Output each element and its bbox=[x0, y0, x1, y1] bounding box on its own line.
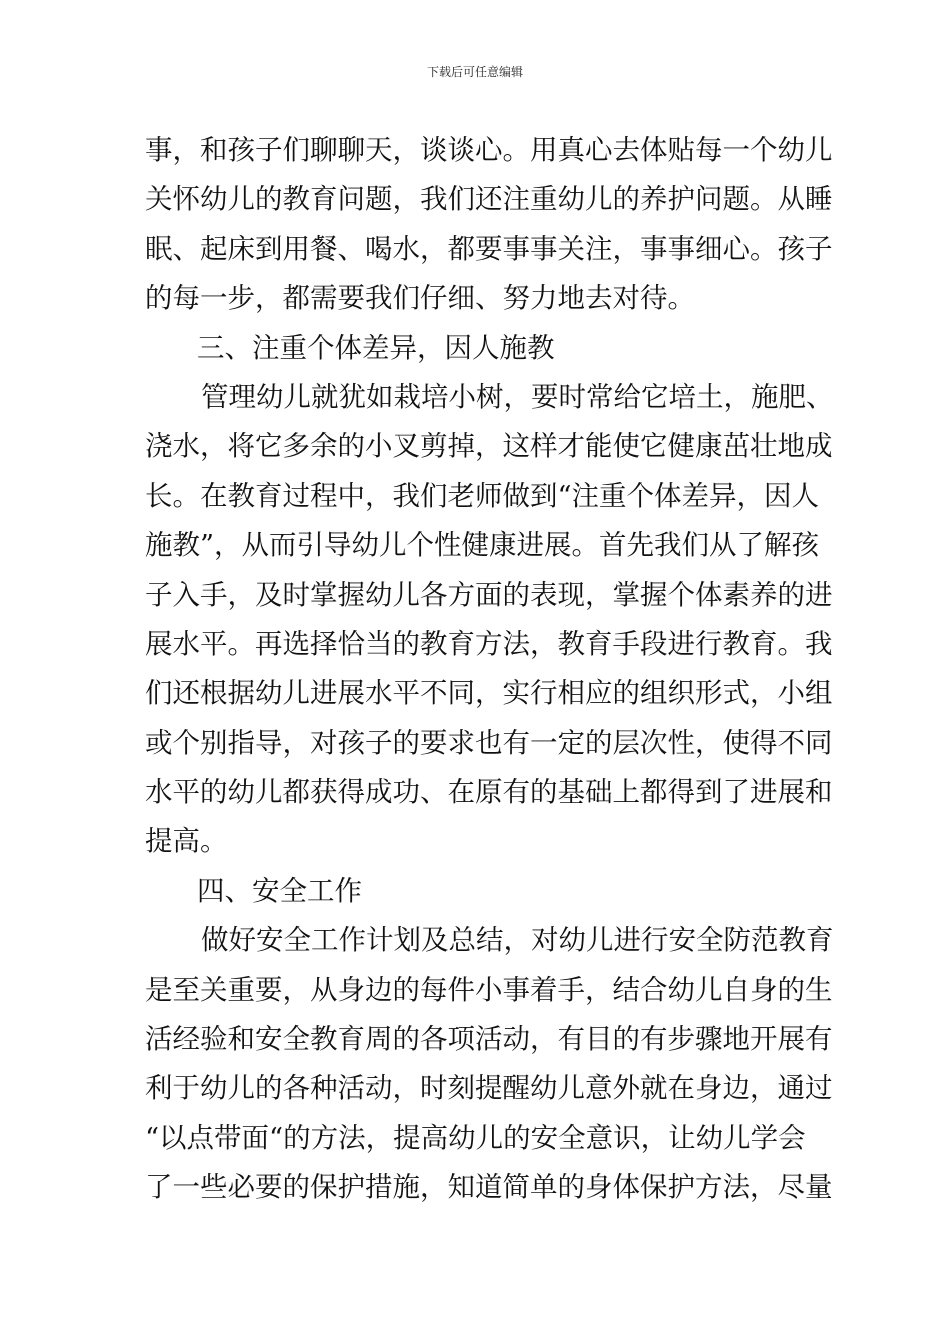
body-line: 或个别指导，对孩子的要求也有一定的层次性，使得不同 bbox=[145, 726, 833, 759]
body-line: 提高。 bbox=[145, 825, 228, 858]
body-line: 是至关重要，从身边的每件小事着手，结合幼儿自身的生 bbox=[145, 973, 833, 1006]
body-line: 利于幼儿的各种活动，时刻提醒幼儿意外就在身边，通过 bbox=[145, 1072, 833, 1105]
body-line: 做好安全工作计划及总结，对幼儿进行安全防范教育 bbox=[201, 924, 834, 957]
body-line: 子入手，及时掌握幼儿各方面的表现，掌握个体素养的进 bbox=[145, 578, 833, 611]
body-line: 关怀幼儿的教育问题，我们还注重幼儿的养护问题。从睡 bbox=[145, 183, 833, 216]
body-line: 们还根据幼儿进展水平不同，实行相应的组织形式，小组 bbox=[145, 677, 833, 710]
section-heading-3: 三、注重个体差异，因人施教 bbox=[197, 331, 555, 364]
body-line: 展水平。再选择恰当的教育方法，教育手段进行教育。我 bbox=[145, 627, 833, 660]
body-line: 的每一步，都需要我们仔细、努力地去对待。 bbox=[145, 282, 695, 315]
body-line: 眠、起床到用餐、喝水，都要事事关注，事事细心。孩子 bbox=[145, 232, 833, 265]
body-line: 管理幼儿就犹如栽培小树，要时常给它培土，施肥、 bbox=[201, 380, 834, 413]
body-line: 长。在教育过程中，我们老师做到“注重个体差异，因人 bbox=[145, 479, 820, 512]
body-line: 水平的幼儿都获得成功、在原有的基础上都得到了进展和 bbox=[145, 776, 833, 809]
body-line: 浇水，将它多余的小叉剪掉，这样才能使它健康茁壮地成 bbox=[145, 430, 833, 463]
section-heading-4: 四、安全工作 bbox=[197, 874, 362, 907]
page-header: 下载后可任意编辑 bbox=[426, 65, 523, 79]
body-line: “以点带面“的方法，提高幼儿的安全意识，让幼儿学会 bbox=[145, 1121, 806, 1154]
body-line: 事，和孩子们聊聊天，谈谈心。用真心去体贴每一个幼儿 bbox=[145, 134, 833, 166]
body-line: 施教”，从而引导幼儿个性健康进展。首先我们从了解孩 bbox=[145, 529, 820, 562]
document-body bbox=[145, 126, 834, 1213]
body-line: 了一些必要的保护措施，知道简单的身体保护方法，尽量 bbox=[145, 1171, 833, 1204]
body-line: 活经验和安全教育周的各项活动，有目的有步骤地开展有 bbox=[145, 1023, 833, 1056]
